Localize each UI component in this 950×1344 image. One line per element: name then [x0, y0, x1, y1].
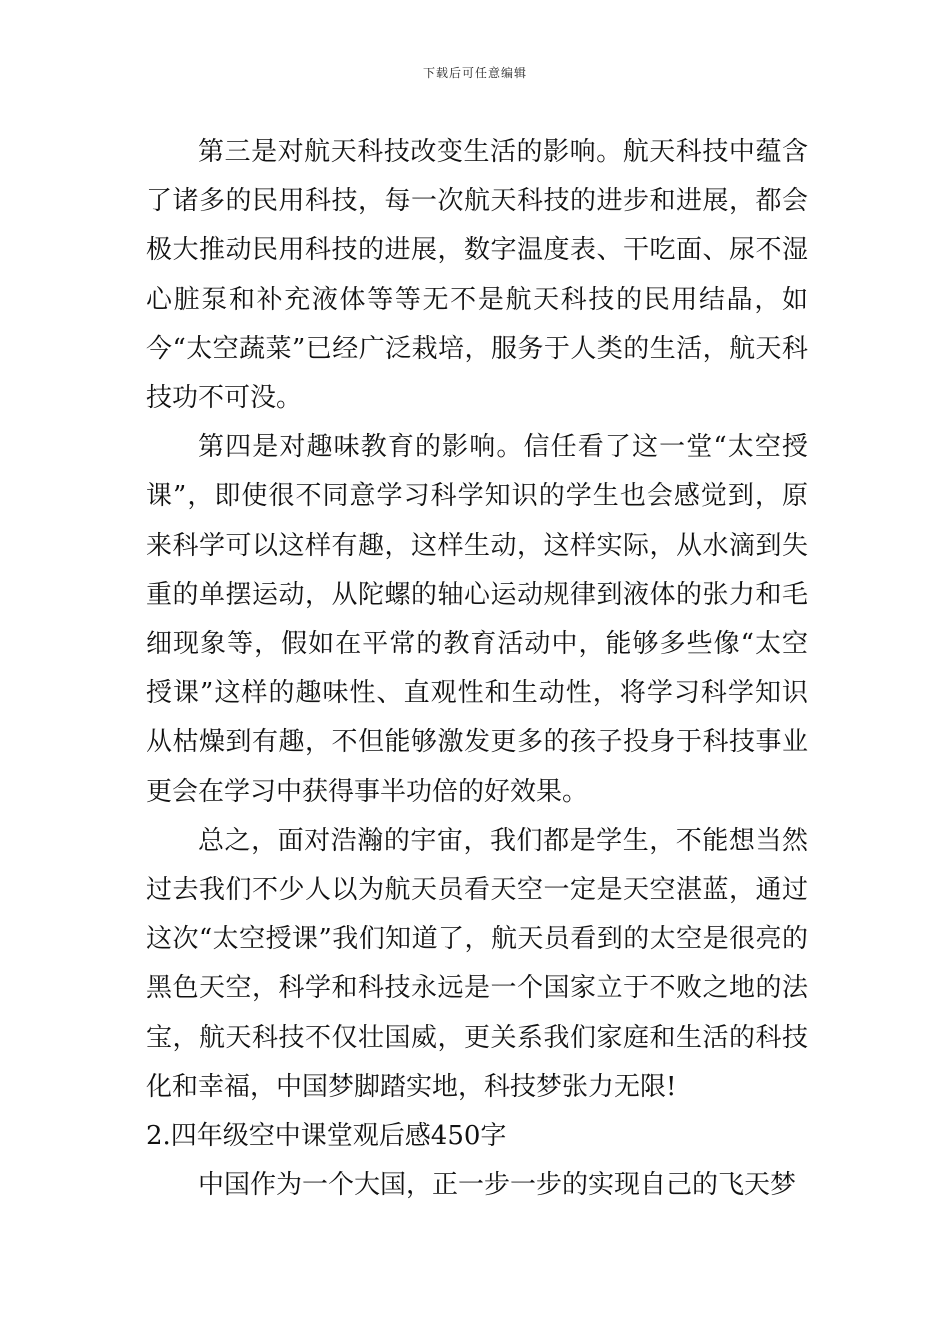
section-heading: 2.四年级空中课堂观后感450字 [146, 1121, 507, 1152]
page-header: 下载后可任意编辑 [422, 66, 527, 80]
paragraph-aerospace-life: 第三是对航天科技改变生活的影响。航天科技中蕴含了诸多的民用科技，每一次航天科技的进步和进展，都会极大推动民用科技的进展，数字温度表、干吃面、尿不湿心脏泵和补充液体等等无不是航天科技的民用结晶，如今“太空蔬菜”已经广泛栽培，服务于人类的生活，航天科技功不可没。 [146, 137, 808, 414]
paragraph-education: 第四是对趣味教育的影响。信任看了这一堂“太空授课”，即使很不同意学习科学知识的学生也会感觉到，原来科学可以这样有趣，这样生动，这样实际，从水滴到失重的单摆运动，从陀螺的轴心运动规律到液体的张力和毛细现象等，假如在平常的教育活动中，能够多些像“太空授课”这样的趣味性、直观性和生动性，将学习科学知识从枯燥到有趣，不但能够激发更多的孩子投身于科技事业更会在学习中获得事半功倍的好效果。 [146, 432, 808, 807]
document-body [146, 128, 808, 1210]
paragraph-next-section: 中国作为一个大国，正一步一步的实现自己的飞天梦 [198, 1170, 797, 1201]
paragraph-conclusion: 总之，面对浩瀚的宇宙，我们都是学生，不能想当然过去我们不少人以为航天员看天空一定是天空湛蓝，通过这次“太空授课”我们知道了，航天员看到的太空是很亮的黑色天空，科学和科技永远是一个国家立于不败之地的法宝，航天科技不仅壮国威，更关系我们家庭和生活的科技化和幸福，中国梦脚踏实地，科技梦张力无限! [146, 825, 808, 1102]
